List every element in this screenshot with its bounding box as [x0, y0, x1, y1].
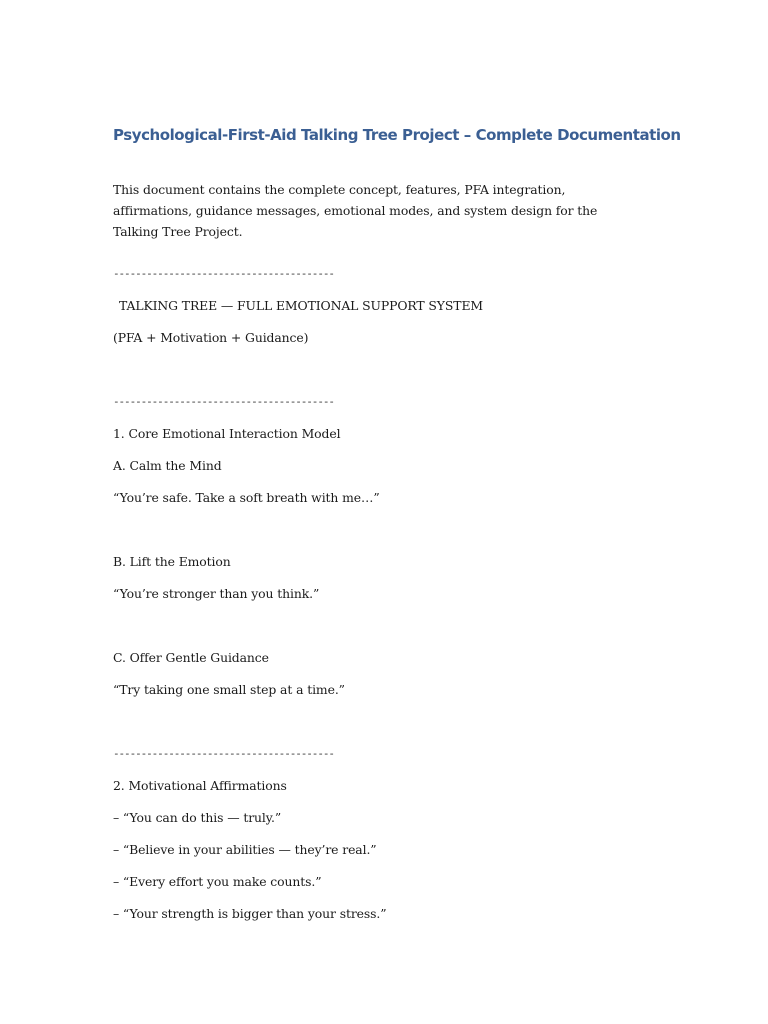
section-heading: 2. Motivational Affirmations [113, 778, 287, 793]
subsection-label: B. Lift the Emotion [113, 554, 231, 569]
subsection-label: A. Calm the Mind [113, 458, 222, 473]
subsection-label: C. Offer Gentle Guidance [113, 650, 269, 665]
quote-text: “You’re stronger than you think.” [113, 586, 320, 601]
affirmation-item: – “Believe in your abilities — they’re real.” [113, 842, 377, 857]
quote-text: “Try taking one small step at a time.” [113, 682, 345, 697]
document-title: Psychological-First-Aid Talking Tree Project – Complete Documentation [113, 126, 681, 144]
section-heading: 1. Core Emotional Interaction Model [113, 426, 341, 441]
system-heading: TALKING TREE — FULL EMOTIONAL SUPPORT SYSTEM [119, 298, 483, 313]
affirmation-item: – “You can do this — truly.” [113, 810, 282, 825]
separator-line: ---------------------------------------- [113, 267, 334, 280]
intro-paragraph: This document contains the complete concept, features, PFA integration, affirmations, guidance messages, emotional modes, and system design for the Talking Tree Project. [113, 182, 598, 239]
affirmation-item: – “Every effort you make counts.” [113, 874, 322, 889]
separator-line: ---------------------------------------- [113, 747, 334, 760]
affirmation-item: – “Your strength is bigger than your stress.” [113, 906, 387, 921]
separator-line: ---------------------------------------- [113, 395, 334, 408]
system-subheading: (PFA + Motivation + Guidance) [113, 330, 309, 345]
quote-text: “You’re safe. Take a soft breath with me…” [113, 490, 380, 505]
